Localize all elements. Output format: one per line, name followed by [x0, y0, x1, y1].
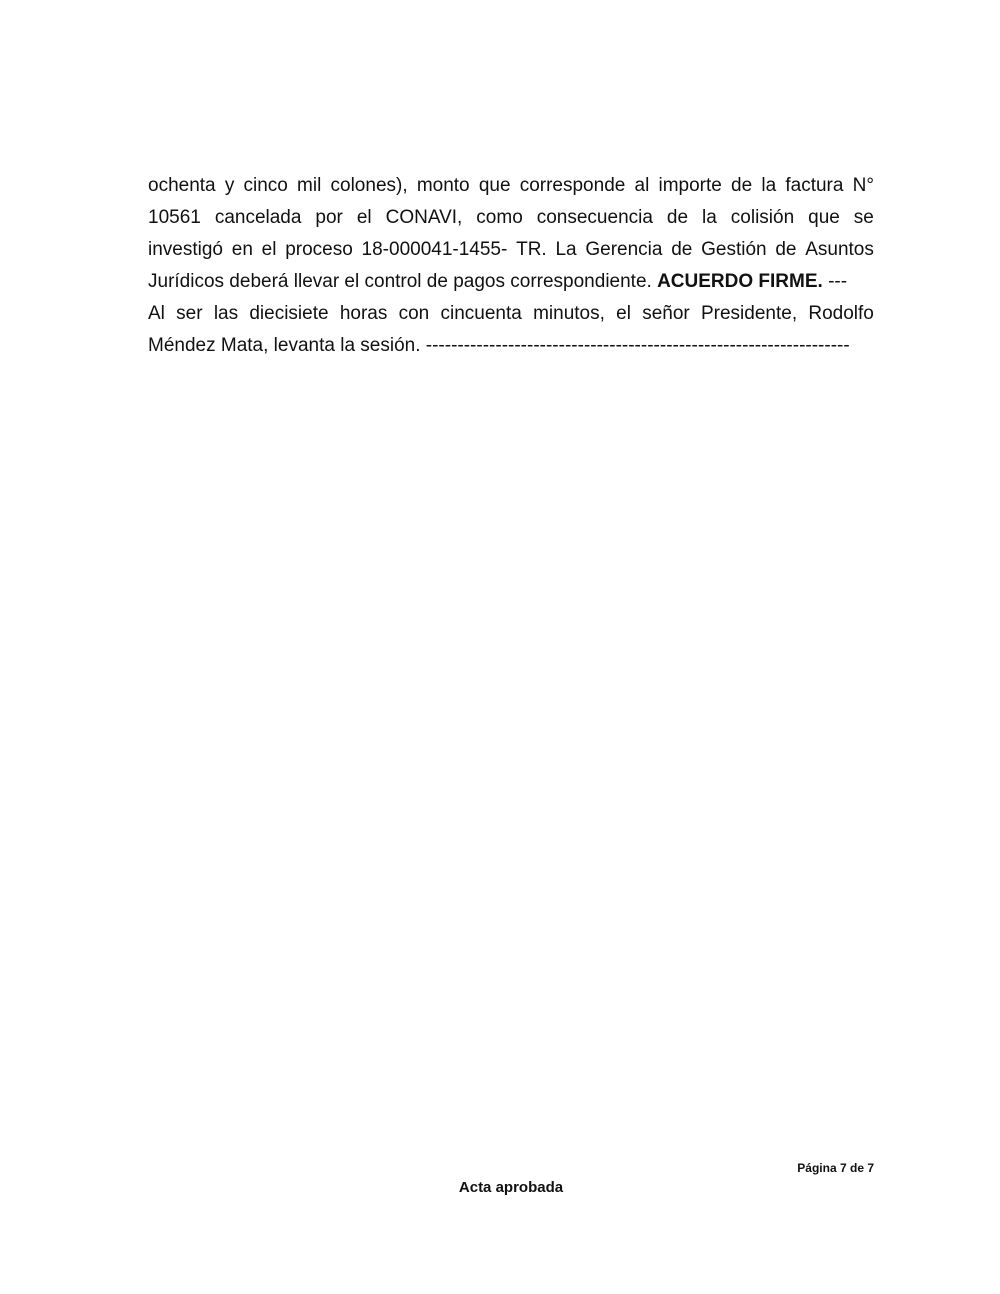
word: se	[853, 207, 874, 228]
word: importe	[658, 175, 722, 196]
word: cincuenta	[440, 303, 522, 324]
word: ser	[176, 303, 203, 324]
word: Presidente,	[700, 303, 798, 324]
text-line-1	[148, 170, 874, 202]
word: consecuencia	[536, 207, 653, 228]
word: minutos,	[533, 303, 605, 324]
word: 18-000041-1455-	[361, 239, 508, 260]
word: 10561	[148, 207, 201, 228]
document-body	[148, 170, 874, 362]
word: señor	[642, 303, 690, 324]
word: como	[476, 207, 523, 228]
word: el	[616, 303, 631, 324]
word: La	[555, 239, 577, 260]
word: de	[731, 175, 753, 196]
word: corresponde	[519, 175, 626, 196]
word: de	[666, 207, 689, 228]
word: de	[775, 239, 797, 260]
word: N°	[852, 175, 874, 196]
word: la	[761, 175, 777, 196]
dash-fill: ---	[822, 271, 848, 292]
word: Al	[148, 303, 165, 324]
word: Asuntos	[805, 239, 874, 260]
word: monto	[416, 175, 470, 196]
word: colones),	[330, 175, 408, 196]
word: Gestión	[701, 239, 767, 260]
word: TR.	[516, 239, 547, 260]
word: proceso	[285, 239, 353, 260]
text-line-4	[148, 266, 874, 298]
word: cancelada	[214, 207, 302, 228]
page-number: Página 7 de 7	[797, 1161, 874, 1175]
text-line-2	[148, 202, 874, 234]
approval-status: Acta aprobada	[458, 1179, 564, 1196]
text-line-5	[148, 298, 874, 330]
word: por	[315, 207, 343, 228]
text-line-3	[148, 234, 874, 266]
word: la	[702, 207, 717, 228]
word: colisión	[730, 207, 795, 228]
word: en	[231, 239, 253, 260]
word: el	[261, 239, 277, 260]
word: que	[808, 207, 840, 228]
word: Gerencia	[585, 239, 663, 260]
word: al	[634, 175, 650, 196]
word: factura	[785, 175, 844, 196]
text-line-6: Méndez Mata, levanta la sesión. -------------------------------------------------------------------	[148, 335, 850, 356]
word: Rodolfo	[808, 303, 874, 324]
word: con	[398, 303, 430, 324]
word: el	[356, 207, 372, 228]
word: de	[671, 239, 693, 260]
word: investigó	[148, 239, 223, 260]
word: diecisiete	[249, 303, 329, 324]
word: horas	[339, 303, 388, 324]
word: cinco	[243, 175, 288, 196]
word: CONAVI,	[385, 207, 463, 228]
word: mil	[297, 175, 322, 196]
agreement-label: ACUERDO FIRME.	[657, 271, 823, 292]
word: ochenta	[148, 175, 216, 196]
word: que	[478, 175, 511, 196]
paragraph-text: Jurídicos deberá llevar el control de pagos correspondiente.	[148, 271, 658, 292]
word: y	[224, 175, 235, 196]
word: las	[213, 303, 239, 324]
